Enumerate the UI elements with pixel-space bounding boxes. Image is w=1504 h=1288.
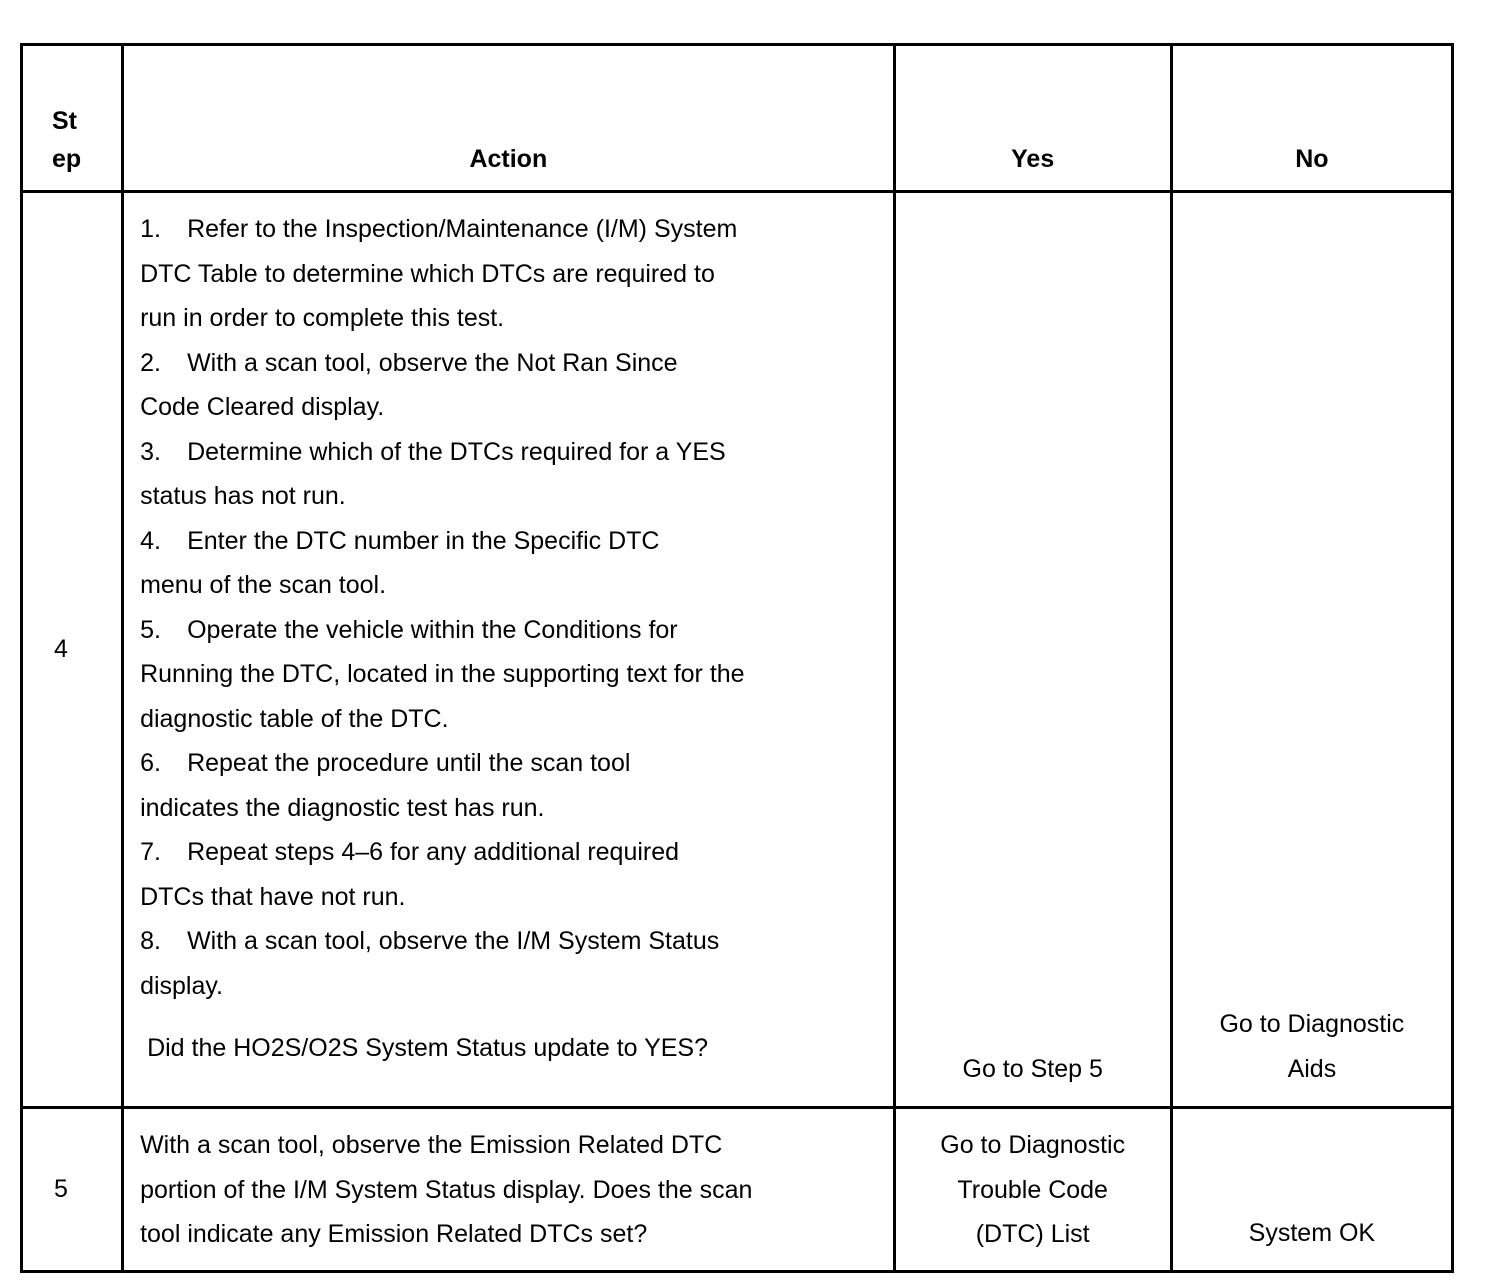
action-item-number: 5. [140,615,161,644]
yes-result-line-3: (DTC) List [975,1220,1090,1248]
action-cell [123,1108,895,1272]
yes-result-line-2: Trouble Code [957,1175,1108,1204]
yes-result: Go to Step 5 [962,1054,1103,1083]
action-item-continuation: diagnostic table of the DTC. [140,704,449,733]
action-item-text: Determine which of the DTCs required for a YES [187,437,726,466]
action-line-1: With a scan tool, observe the Emission Related DTC [140,1131,723,1159]
diagnostic-table [20,43,1454,1273]
step-number: 5 [22,1108,123,1272]
action-item-continuation: status has not run. [140,482,346,510]
action-item-continuation: DTC Table to determine which DTCs are required to [140,259,715,288]
step-header-line-2: ep [52,145,82,173]
no-result: System OK [1248,1218,1376,1247]
action-list [140,207,877,1008]
action-item-text: Operate the vehicle within the Conditions for [187,615,678,644]
action-item [140,430,877,475]
action-item-number: 2. [140,348,161,377]
no-header: No [1171,45,1452,192]
action-item-continuation: DTCs that have not run. [140,882,406,911]
yes-result-line-1: Go to Diagnostic [940,1131,1126,1159]
action-item-continuation: Running the DTC, located in the supporting text for the [140,660,745,688]
action-cell [123,192,895,1108]
action-item-text: Repeat the procedure until the scan tool [187,749,631,777]
question-text: Did the HO2S/O2S System Status update to YES? [147,1034,709,1062]
action-item-text: Enter the DTC number in the Specific DTC [187,526,660,555]
action-item-text: With a scan tool, observe the I/M System Status [187,927,720,955]
action-item-text: Refer to the Inspection/Maintenance (I/M) System [187,215,738,243]
action-item-continuation: indicates the diagnostic test has run. [140,793,545,822]
step-number: 4 [22,192,123,1108]
table-row [22,1108,1453,1272]
action-item [140,608,877,653]
table-header-row [22,45,1453,192]
action-item [140,741,877,786]
action-item [140,519,877,564]
step-header [22,45,123,192]
action-item-text: With a scan tool, observe the Not Ran Since [187,348,678,377]
action-item [140,207,877,252]
action-item-continuation: display. [140,971,223,1000]
action-item-continuation: Code Cleared display. [140,393,385,421]
action-item-text: Repeat steps 4–6 for any additional required [187,838,680,866]
action-item-number: 8. [140,927,161,955]
action-item-continuation: menu of the scan tool. [140,571,387,599]
no-result-line-2: Aids [1287,1054,1337,1083]
action-item [140,919,877,964]
no-result-line-1: Go to Diagnostic [1219,1010,1405,1038]
action-item-number: 6. [140,749,161,777]
action-item-number: 7. [140,838,161,866]
action-item [140,830,877,875]
table-row [22,192,1453,1108]
step-header-line-1: St [52,107,77,135]
action-item [140,341,877,386]
yes-cell [894,192,1171,1108]
yes-cell [894,1108,1171,1272]
action-item-number: 1. [140,215,161,243]
action-line-3: tool indicate any Emission Related DTCs set? [140,1220,648,1248]
action-line-2: portion of the I/M System Status display. Does the scan [140,1175,753,1204]
no-cell [1171,192,1452,1108]
action-item-number: 3. [140,437,161,466]
yes-header: Yes [894,45,1171,192]
action-header: Action [123,45,895,192]
action-item-number: 4. [140,526,161,555]
no-cell [1171,1108,1452,1272]
action-item-continuation: run in order to complete this test. [140,304,505,332]
